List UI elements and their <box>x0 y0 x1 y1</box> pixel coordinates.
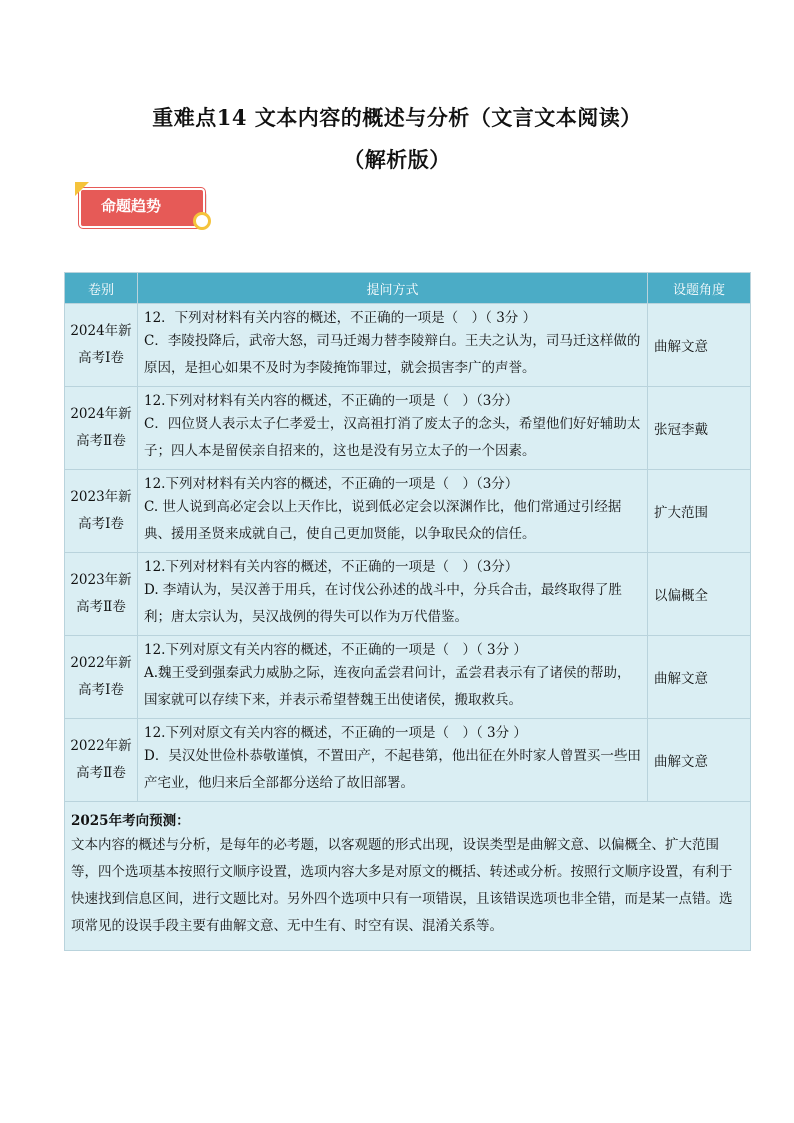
header-year: 卷别 <box>65 273 138 304</box>
prediction-row <box>65 802 751 951</box>
question-option: A.魏王受到强秦武力威胁之际，连夜向孟尝君问计，孟尝君表示有了诸侯的帮助，国家就可以存续下来，并表示希望替魏王出使诸侯，搬取救兵。 <box>144 665 631 708</box>
trend-table <box>64 272 751 951</box>
row-angle: 以偏概全 <box>648 553 751 636</box>
row-year: 2022年新高考Ⅱ卷 <box>65 719 138 802</box>
question-stem: 12．下列对材料有关内容的概述，不正确的一项是（ ）（ 3分 ） <box>144 310 537 326</box>
row-question <box>138 470 648 553</box>
row-angle: 曲解文意 <box>648 719 751 802</box>
page-title: 重难点14 文本内容的概述与分析（文言文本阅读） <box>152 105 642 130</box>
table-row <box>65 304 751 387</box>
row-year: 2022年新高考Ⅰ卷 <box>65 636 138 719</box>
question-option: C．四位贤人表示太子仁孝爱士，汉高祖打消了废太子的念头，希望他们好好辅助太子；四人本是留侯亲自招来的，这也是没有另立太子的一个因素。 <box>144 416 641 459</box>
table-header-row <box>65 273 751 304</box>
badge-corner-icon <box>75 182 89 196</box>
header-angle: 设题角度 <box>648 273 751 304</box>
section-badge <box>75 182 215 232</box>
row-question <box>138 719 648 802</box>
table-row <box>65 553 751 636</box>
badge-label: 命题趋势 <box>101 197 162 215</box>
question-stem: 12.下列对材料有关内容的概述，不正确的一项是（ ）（3分） <box>144 393 519 409</box>
badge-ring-icon <box>193 212 211 230</box>
table-row <box>65 387 751 470</box>
question-stem: 12.下列对原文有关内容的概述，不正确的一项是（ ）（ 3分 ） <box>144 642 527 658</box>
row-year: 2023年新高考Ⅰ卷 <box>65 470 138 553</box>
question-option: C．李陵投降后，武帝大怒，司马迁竭力替李陵辩白。王夫之认为，司马迁这样做的原因，是担心如果不及时为李陵掩饰罪过，就会损害李广的声誉。 <box>144 333 641 376</box>
row-angle: 曲解文意 <box>648 636 751 719</box>
question-option: D．吴汉处世俭朴恭敬谨慎，不置田产，不起巷第，他出征在外时家人曾置买一些田产宅业，他归来后全部都分送给了故旧部署。 <box>144 748 641 791</box>
question-stem: 12.下列对材料有关内容的概述，不正确的一项是（ ）（3分） <box>144 476 519 492</box>
header-question: 提问方式 <box>138 273 648 304</box>
prediction-heading: 2025年考向预测： <box>71 813 190 829</box>
row-question <box>138 304 648 387</box>
table-row <box>65 470 751 553</box>
row-question <box>138 553 648 636</box>
row-question <box>138 387 648 470</box>
page-subtitle: （解析版） <box>343 147 451 172</box>
prediction-text: 文本内容的概述与分析，是每年的必考题，以客观题的形式出现，设误类型是曲解文意、以偏概全、扩大范围等，四个选项基本按照行文顺序设置，选项内容大多是对原文的概括、转述或分析。按照行文顺序设置，有利于快速找到信息区间，进行文题比对。另外四个选项中只有一项错误，且该错误选项也非全错，而是某一点错。选项常见的设误手段主要有曲解文意、无中生有、时空有误、混淆关系等。 <box>71 837 733 934</box>
row-question <box>138 636 648 719</box>
question-option: C. 世人说到高必定会以上天作比，说到低必定会以深渊作比，他们常通过引经据典、援用圣贤来成就自己，使自己更加贤能，以争取民众的信任。 <box>144 499 622 542</box>
prediction-cell <box>65 802 751 951</box>
row-year: 2024年新高考Ⅱ卷 <box>65 387 138 470</box>
row-angle: 扩大范围 <box>648 470 751 553</box>
table-row <box>65 719 751 802</box>
row-angle: 曲解文意 <box>648 304 751 387</box>
question-stem: 12.下列对材料有关内容的概述，不正确的一项是（ ）（3分） <box>144 559 519 575</box>
row-angle: 张冠李戴 <box>648 387 751 470</box>
row-year: 2023年新高考Ⅱ卷 <box>65 553 138 636</box>
table-row <box>65 636 751 719</box>
question-stem: 12.下列对原文有关内容的概述，不正确的一项是（ ）（ 3分 ） <box>144 725 527 741</box>
question-option: D. 李靖认为，吴汉善于用兵，在讨伐公孙述的战斗中，分兵合击，最终取得了胜利；唐太宗认为，吴汉战例的得失可以作为万代借鉴。 <box>144 582 622 625</box>
row-year: 2024年新高考Ⅰ卷 <box>65 304 138 387</box>
